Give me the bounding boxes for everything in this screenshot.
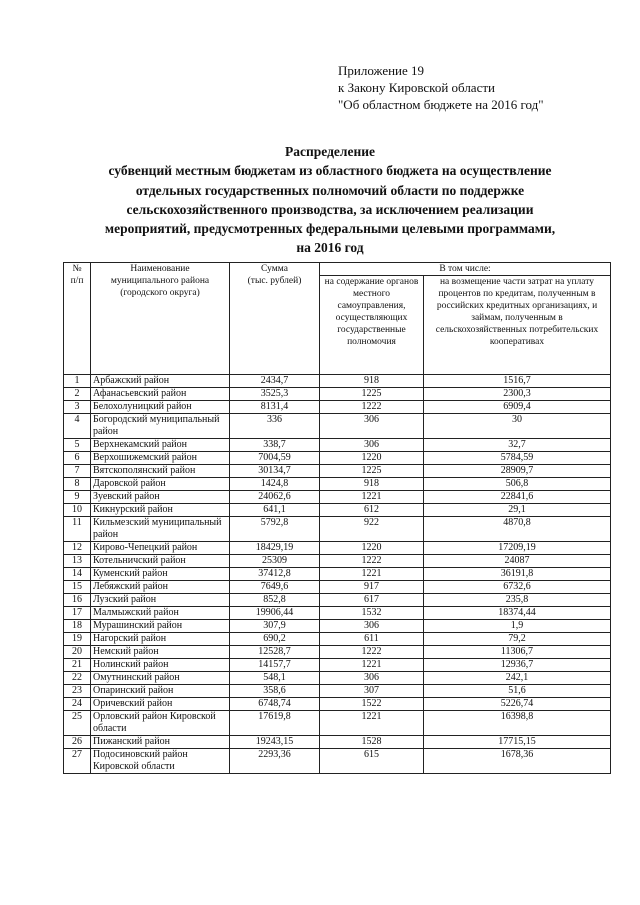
district-name: Кирово-Чепецкий район [91,542,230,555]
sum-value: 7004,59 [230,452,320,465]
interest-compensation-value: 30 [424,414,611,439]
row-number: 11 [64,517,91,542]
interest-compensation-value: 24087 [424,555,611,568]
district-name: Богородский муниципальный район [91,414,230,439]
row-number: 2 [64,388,91,401]
table-row [64,375,611,388]
row-number: 1 [64,375,91,388]
maintenance-value: 615 [320,749,424,774]
row-number: 9 [64,491,91,504]
row-number: 10 [64,504,91,517]
row-number: 3 [64,401,91,414]
table-row [64,452,611,465]
interest-compensation-value: 79,2 [424,633,611,646]
maintenance-value: 306 [320,620,424,633]
maintenance-value: 1221 [320,491,424,504]
district-name: Нолинский район [91,659,230,672]
sum-value: 338,7 [230,439,320,452]
table-row [64,607,611,620]
table-row [64,465,611,478]
table-row [64,401,611,414]
appendix-line: Приложение 19 [338,63,425,78]
sum-value: 18429,19 [230,542,320,555]
row-number: 27 [64,749,91,774]
header-interest-compensation: на возмещение части затрат на уплату процентов по кредитам, полученным в российских кредитных организациях, и займам, полученным в сельскохозяйственных потребительских кооперативах [424,276,611,375]
interest-compensation-value: 51,6 [424,685,611,698]
interest-compensation-value: 242,1 [424,672,611,685]
district-name: Малмыжский район [91,607,230,620]
table-body [64,375,611,774]
interest-compensation-value: 5226,74 [424,698,611,711]
interest-compensation-value: 12936,7 [424,659,611,672]
table-row [64,620,611,633]
interest-compensation-value: 22841,6 [424,491,611,504]
sum-value: 12528,7 [230,646,320,659]
interest-compensation-value: 17715,15 [424,736,611,749]
sum-value: 852,8 [230,594,320,607]
maintenance-value: 1225 [320,388,424,401]
table-row [64,478,611,491]
row-number: 7 [64,465,91,478]
row-number: 26 [64,736,91,749]
sum-value: 19906,44 [230,607,320,620]
table-row [64,749,611,774]
sum-value: 2293,36 [230,749,320,774]
maintenance-value: 1222 [320,401,424,414]
table-row [64,646,611,659]
interest-compensation-value: 16398,8 [424,711,611,736]
sum-value: 8131,4 [230,401,320,414]
table-row [64,414,611,439]
row-number: 14 [64,568,91,581]
sum-value: 30134,7 [230,465,320,478]
maintenance-value: 1221 [320,568,424,581]
interest-compensation-value: 28909,7 [424,465,611,478]
district-name: Арбажский район [91,375,230,388]
table-row [64,594,611,607]
district-name: Нагорский район [91,633,230,646]
title-line: субвенций местным бюджетам из областного бюджета на осуществление [108,163,552,179]
interest-compensation-value: 18374,44 [424,607,611,620]
district-name: Белохолуницкий район [91,401,230,414]
sum-value: 19243,15 [230,736,320,749]
document-title [60,142,600,258]
maintenance-value: 306 [320,414,424,439]
sum-value: 14157,7 [230,659,320,672]
header-sum [230,263,320,375]
row-number: 24 [64,698,91,711]
maintenance-value: 918 [320,478,424,491]
interest-compensation-value: 4870,8 [424,517,611,542]
district-name: Кильмезский муниципальный район [91,517,230,542]
sum-value: 358,6 [230,685,320,698]
maintenance-value: 1528 [320,736,424,749]
district-name: Афанасьевский район [91,388,230,401]
table-row [64,672,611,685]
interest-compensation-value: 32,7 [424,439,611,452]
row-number: 20 [64,646,91,659]
sum-value: 17619,8 [230,711,320,736]
row-number: 25 [64,711,91,736]
maintenance-value: 612 [320,504,424,517]
district-name: Зуевский район [91,491,230,504]
appendix-line: к Закону Кировской области [338,80,495,95]
header-sum-line1: Сумма [261,264,288,274]
header-name-line2: муниципального района [110,276,210,286]
row-number: 12 [64,542,91,555]
interest-compensation-value: 1516,7 [424,375,611,388]
row-number: 16 [64,594,91,607]
maintenance-value: 617 [320,594,424,607]
header-number [64,263,91,375]
title-line: отдельных государственных полномочий области по поддержке [135,182,525,198]
header-including: В том числе: [320,263,611,276]
table-row [64,542,611,555]
maintenance-value: 1220 [320,542,424,555]
maintenance-value: 1221 [320,711,424,736]
maintenance-value: 1221 [320,659,424,672]
table-row [64,517,611,542]
row-number: 5 [64,439,91,452]
maintenance-value: 1222 [320,646,424,659]
interest-compensation-value: 17209,19 [424,542,611,555]
distribution-table [63,262,611,774]
row-number: 6 [64,452,91,465]
interest-compensation-value: 2300,3 [424,388,611,401]
table-row [64,568,611,581]
table-row [64,698,611,711]
header-number-line2: п/п [70,276,84,286]
header-name-line1: Наименование [130,264,190,274]
sum-value: 24062,6 [230,491,320,504]
table-row [64,581,611,594]
sum-value: 25309 [230,555,320,568]
table-row [64,685,611,698]
row-number: 21 [64,659,91,672]
interest-compensation-value: 11306,7 [424,646,611,659]
district-name: Опаринский район [91,685,230,698]
maintenance-value: 1532 [320,607,424,620]
district-name: Мурашинский район [91,620,230,633]
table-row [64,504,611,517]
title-line: мероприятий, предусмотренных федеральными целевыми программами, [104,221,556,237]
maintenance-value: 918 [320,375,424,388]
interest-compensation-value: 1678,36 [424,749,611,774]
row-number: 8 [64,478,91,491]
appendix-note [338,62,544,113]
table-row [64,633,611,646]
table-row [64,736,611,749]
table-row [64,659,611,672]
interest-compensation-value: 235,8 [424,594,611,607]
sum-value: 2434,7 [230,375,320,388]
interest-compensation-value: 1,9 [424,620,611,633]
row-number: 19 [64,633,91,646]
title-line: сельскохозяйственного производства, за исключением реализации [126,201,534,217]
row-number: 22 [64,672,91,685]
header-sum-line2: (тыс. рублей) [247,276,302,286]
maintenance-value: 611 [320,633,424,646]
district-name: Котельничский район [91,555,230,568]
district-name: Лузский район [91,594,230,607]
maintenance-value: 306 [320,672,424,685]
interest-compensation-value: 506,8 [424,478,611,491]
maintenance-value: 307 [320,685,424,698]
row-number: 15 [64,581,91,594]
sum-value: 6748,74 [230,698,320,711]
maintenance-value: 306 [320,439,424,452]
maintenance-value: 1220 [320,452,424,465]
district-name: Вятскополянский район [91,465,230,478]
table-row [64,711,611,736]
sum-value: 690,2 [230,633,320,646]
district-name: Лебяжский район [91,581,230,594]
district-name: Верхнекамский район [91,439,230,452]
district-name: Орловский район Кировской области [91,711,230,736]
sum-value: 5792,8 [230,517,320,542]
sum-value: 336 [230,414,320,439]
interest-compensation-value: 29,1 [424,504,611,517]
table-row [64,491,611,504]
row-number: 17 [64,607,91,620]
title-line: на 2016 год [296,240,364,256]
appendix-line: "Об областном бюджете на 2016 год" [338,97,544,112]
maintenance-value: 1222 [320,555,424,568]
table-row [64,555,611,568]
table-row [64,388,611,401]
sum-value: 1424,8 [230,478,320,491]
header-number-line1: № [72,264,82,274]
district-name: Немский район [91,646,230,659]
interest-compensation-value: 6909,4 [424,401,611,414]
interest-compensation-value: 36191,8 [424,568,611,581]
row-number: 23 [64,685,91,698]
district-name: Даровской район [91,478,230,491]
sum-value: 548,1 [230,672,320,685]
table-row [64,439,611,452]
district-name: Оричевский район [91,698,230,711]
district-name: Пижанский район [91,736,230,749]
district-name: Кикнурский район [91,504,230,517]
maintenance-value: 917 [320,581,424,594]
sum-value: 641,1 [230,504,320,517]
sum-value: 7649,6 [230,581,320,594]
maintenance-value: 1522 [320,698,424,711]
row-number: 4 [64,414,91,439]
row-number: 18 [64,620,91,633]
interest-compensation-value: 6732,6 [424,581,611,594]
district-name: Куменский район [91,568,230,581]
maintenance-value: 1225 [320,465,424,478]
district-name: Омутнинский район [91,672,230,685]
row-number: 13 [64,555,91,568]
sum-value: 307,9 [230,620,320,633]
district-name: Подосиновский район Кировской области [91,749,230,774]
header-name-line3: (городского округа) [120,288,200,298]
title-line: Распределение [284,144,376,159]
sum-value: 37412,8 [230,568,320,581]
district-name: Верхошижемский район [91,452,230,465]
interest-compensation-value: 5784,59 [424,452,611,465]
header-name [91,263,230,375]
maintenance-value: 922 [320,517,424,542]
sum-value: 3525,3 [230,388,320,401]
header-maintenance: на содержание органов местного самоуправления, осуществляющих государственные полномочия [320,276,424,375]
